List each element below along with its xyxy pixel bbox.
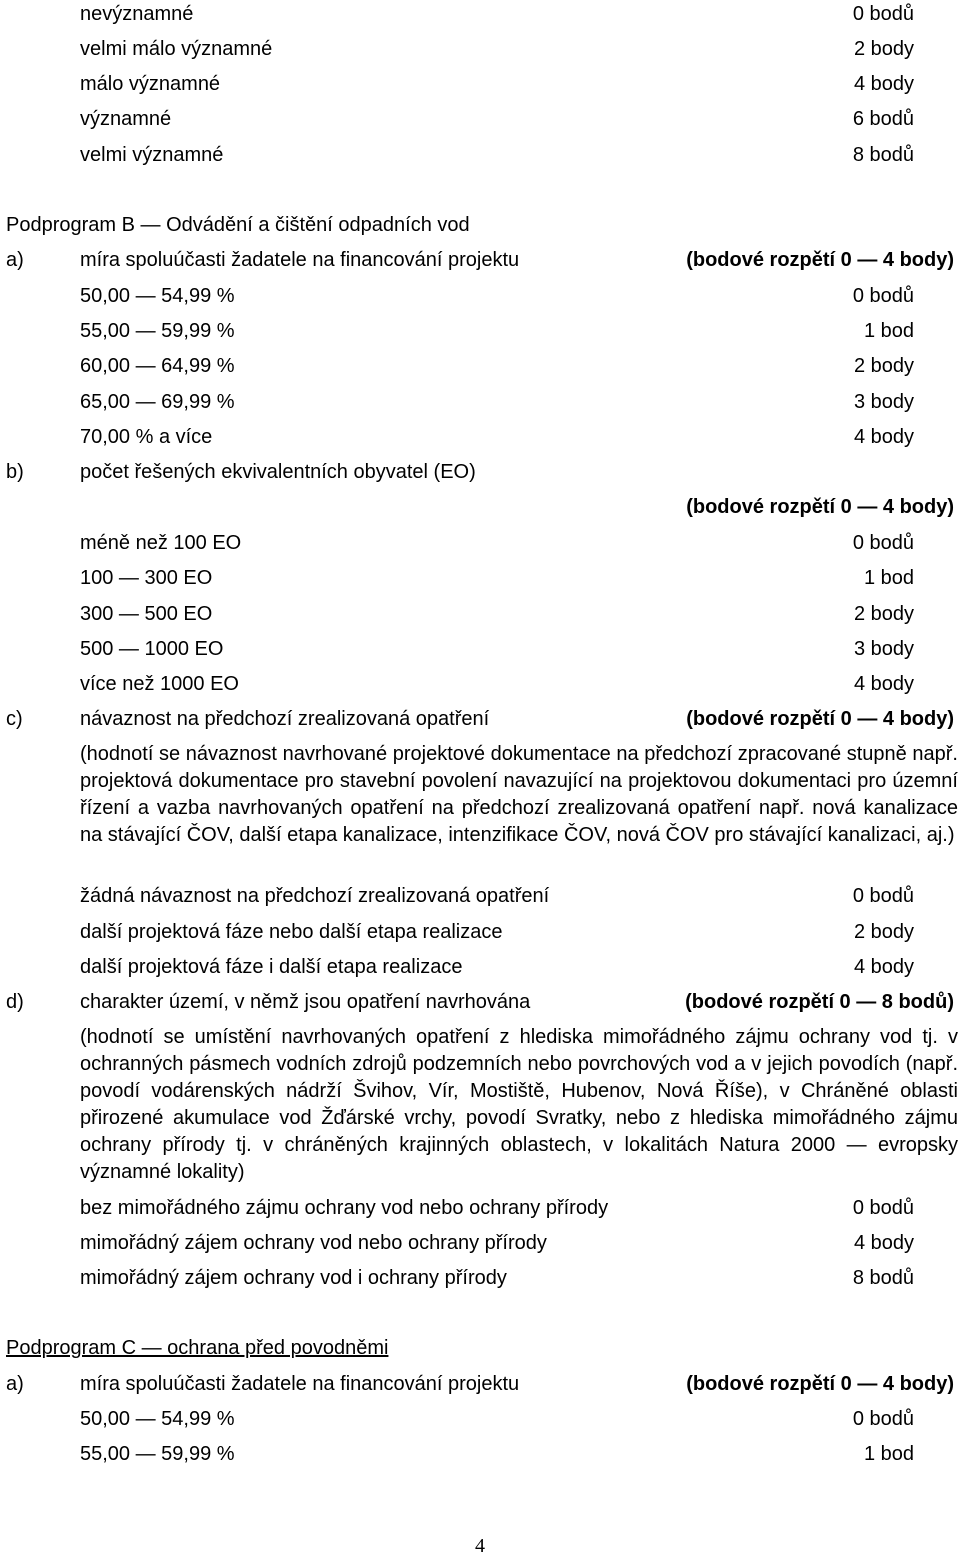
list-item-points: 0 bodů xyxy=(852,285,914,307)
criterion-b-range: (bodové rozpětí 0 — 4 body) xyxy=(686,496,954,518)
list-item-points: 3 body xyxy=(853,638,914,660)
list-item-label: 100 — 300 EO xyxy=(80,567,213,589)
criterion-a-marker: a) xyxy=(6,1373,24,1395)
list-item-points: 4 body xyxy=(853,1232,914,1254)
subprogram-b-heading: Podprogram B — Odvádění a čištění odpadních vod xyxy=(6,214,470,236)
list-item-label: 60,00 — 64,99 % xyxy=(80,355,235,377)
page-number: 4 xyxy=(475,1535,485,1557)
list-item-label: 70,00 % a více xyxy=(80,426,213,448)
criterion-d-note: (hodnotí se umístění navrhovaných opatření z hlediska mimořádného zájmu ochrany vod tj. v ochranných pásmech vodních zdrojů podzemních nebo povrchových vod a v jejich povodích (např. povodí vodárenských nádrží Švihov, Vír, Mostiště, Hubenov, Nová Říše), v Chráněné oblasti přirozené akumulace vod Žďárské vrchy, povodí Svratky, nebo z hlediska mimořádného zájmu ochrany přírody tj. v chráněných krajinných oblastech, v lokalitách Natura 2000 — evropsky významné lokality) xyxy=(80,1026,958,1183)
list-item-points: 0 bodů xyxy=(852,1408,914,1430)
list-item-points: 4 body xyxy=(853,956,914,978)
list-item-label: velmi významné xyxy=(80,144,224,166)
criterion-a-marker: a) xyxy=(6,249,24,271)
criterion-a-title: míra spoluúčasti žadatele na financování projektu xyxy=(80,1373,520,1395)
list-item-points: 2 body xyxy=(853,355,914,377)
list-item-label: málo významné xyxy=(80,73,221,95)
list-item-label: 65,00 — 69,99 % xyxy=(80,391,235,413)
list-item-points: 4 body xyxy=(853,73,914,95)
criterion-a-range: (bodové rozpětí 0 — 4 body) xyxy=(686,1373,954,1395)
list-item-label: bez mimořádného zájmu ochrany vod nebo ochrany přírody xyxy=(80,1197,609,1219)
list-item-points: 2 body xyxy=(853,38,914,60)
subprogram-c-heading: Podprogram C — ochrana před povodněmi xyxy=(6,1337,389,1359)
list-item-label: 300 — 500 EO xyxy=(80,603,213,625)
list-item-points: 4 body xyxy=(853,673,914,695)
list-item-points: 8 bodů xyxy=(852,1267,914,1289)
list-item-points: 2 body xyxy=(853,921,914,943)
list-item-points: 3 body xyxy=(853,391,914,413)
list-item-label: nevýznamné xyxy=(80,3,194,25)
list-item-label: další projektová fáze nebo další etapa realizace xyxy=(80,921,503,943)
list-item-label: mimořádný zájem ochrany vod nebo ochrany přírody xyxy=(80,1232,547,1254)
list-item-label: významné xyxy=(80,108,172,130)
list-item-points: 0 bodů xyxy=(852,3,914,25)
criterion-b-marker: b) xyxy=(6,461,24,483)
list-item-label: 50,00 — 54,99 % xyxy=(80,285,235,307)
list-item-points: 2 body xyxy=(853,603,914,625)
criterion-d-range: (bodové rozpětí 0 — 8 bodů) xyxy=(685,991,954,1013)
criterion-c-marker: c) xyxy=(6,708,23,730)
list-item-label: mimořádný zájem ochrany vod i ochrany přírody xyxy=(80,1267,507,1289)
list-item-label: velmi málo významné xyxy=(80,38,273,60)
list-item-label: žádná návaznost na předchozí zrealizovaná opatření xyxy=(80,885,550,907)
criterion-d-marker: d) xyxy=(6,991,24,1013)
criterion-d-title: charakter území, v němž jsou opatření navrhována xyxy=(80,991,531,1013)
criterion-a-range: (bodové rozpětí 0 — 4 body) xyxy=(686,249,954,271)
criterion-a-title: míra spoluúčasti žadatele na financování projektu xyxy=(80,249,520,271)
list-item-points: 8 bodů xyxy=(852,144,914,166)
list-item-points: 4 body xyxy=(853,426,914,448)
criterion-c-title: návaznost na předchozí zrealizovaná opatření xyxy=(80,708,490,730)
list-item-label: více než 1000 EO xyxy=(80,673,239,695)
list-item-points: 1 bod xyxy=(863,320,914,342)
list-item-label: 500 — 1000 EO xyxy=(80,638,224,660)
criterion-b-title: počet řešených ekvivalentních obyvatel (EO) xyxy=(80,461,476,483)
list-item-label: 50,00 — 54,99 % xyxy=(80,1408,235,1430)
list-item-points: 1 bod xyxy=(863,567,914,589)
list-item-points: 0 bodů xyxy=(852,885,914,907)
list-item-label: další projektová fáze i další etapa realizace xyxy=(80,956,463,978)
criterion-c-note: (hodnotí se návaznost navrhované projektové dokumentace na předchozí zpracované stupně např. projektová dokumentace pro stavební povolení navazující na projektovou dokumentaci pro územní řízení a vazba navrhovaných opatření na předchozí zrealizovaná opatření např. nová kanalizace na stávající ČOV, další etapa kanalizace, intenzifikace ČOV, nová ČOV pro stávající kanalizaci, aj.) xyxy=(80,743,958,846)
list-item-label: méně než 100 EO xyxy=(80,532,242,554)
list-item-label: 55,00 — 59,99 % xyxy=(80,320,235,342)
list-item-points: 0 bodů xyxy=(852,532,914,554)
list-item-label: 55,00 — 59,99 % xyxy=(80,1443,235,1465)
criterion-c-range: (bodové rozpětí 0 — 4 body) xyxy=(686,708,954,730)
list-item-points: 1 bod xyxy=(863,1443,914,1465)
list-item-points: 6 bodů xyxy=(852,108,914,130)
list-item-points: 0 bodů xyxy=(852,1197,914,1219)
